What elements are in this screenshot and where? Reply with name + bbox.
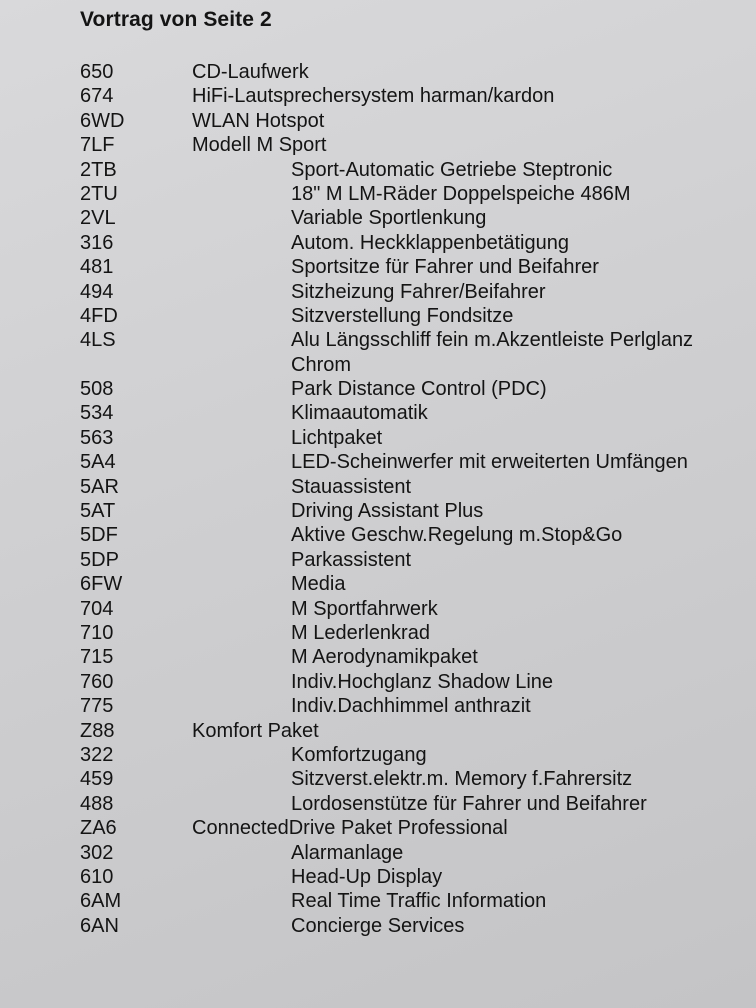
option-description: Lordosenstütze für Fahrer und Beifahrer [291,792,647,815]
equipment-row [0,377,756,401]
option-code: 5A4 [80,451,116,474]
equipment-row [0,231,756,255]
equipment-row [0,182,756,206]
equipment-row [0,109,756,133]
option-description: Alu Längsschliff fein m.Akzentleiste Perlglanz [291,329,694,352]
option-code: ZA6 [80,817,117,840]
option-code: 6FW [80,573,123,596]
option-code: 5DP [80,548,119,571]
equipment-row [0,597,756,621]
option-code: 5AT [80,500,116,523]
option-description: Head-Up Display [291,865,443,888]
equipment-row [0,621,756,645]
equipment-row [0,426,756,450]
option-code: 481 [80,256,114,279]
option-code: 5DF [80,524,118,547]
option-description: Sitzverst.elektr.m. Memory f.Fahrersitz [291,768,633,791]
option-description: Sitzverstellung Fondsitze [291,304,514,327]
option-description: Parkassistent [291,548,412,571]
option-code: 6WD [80,109,125,132]
option-code: 316 [80,231,114,254]
option-code: 4FD [80,304,118,327]
equipment-row [0,694,756,718]
equipment-row [0,767,756,791]
option-description: LED-Scheinwerfer mit erweiterten Umfängen [291,451,688,474]
option-code: 5AR [80,475,119,498]
option-description: Klimaautomatik [291,402,428,425]
option-description: Real Time Traffic Information [291,890,547,913]
equipment-row [0,889,756,913]
option-description: Driving Assistant Plus [291,500,484,523]
option-description: Sportsitze für Fahrer und Beifahrer [291,256,599,279]
equipment-row [0,743,756,767]
option-description: ConnectedDrive Paket Professional [192,817,508,840]
equipment-row [0,328,756,352]
option-description: Concierge Services [291,914,465,937]
equipment-row [0,865,756,889]
option-description: Variable Sportlenkung [291,207,487,230]
equipment-list [0,60,756,938]
equipment-row [0,499,756,523]
equipment-row [0,523,756,547]
option-code: 488 [80,792,114,815]
option-description: Indiv.Dachhimmel anthrazit [291,695,531,718]
option-code: 2TB [80,158,117,181]
option-code: 6AM [80,890,122,913]
option-code: 610 [80,865,114,888]
equipment-row [0,401,756,425]
option-code: 710 [80,621,114,644]
option-description: Sitzheizung Fahrer/Beifahrer [291,280,546,303]
option-description: M Lederlenkrad [291,621,430,644]
equipment-row [0,572,756,596]
option-description: Komfortzugang [291,743,427,766]
option-code: Z88 [80,719,115,742]
equipment-row [0,914,756,938]
equipment-row-continuation [0,353,756,377]
option-description: Sport-Automatic Getriebe Steptronic [291,158,613,181]
option-code: 459 [80,768,114,791]
option-description: Komfort Paket [192,719,319,742]
option-description: M Aerodynamikpaket [291,646,478,669]
option-description: M Sportfahrwerk [291,597,438,620]
option-code: 563 [80,426,114,449]
option-description: Lichtpaket [291,426,383,449]
equipment-row [0,304,756,328]
equipment-row [0,133,756,157]
option-description: Indiv.Hochglanz Shadow Line [291,670,554,693]
option-description: 18" M LM-Räder Doppelspeiche 486M [291,182,631,205]
option-code: 704 [80,597,114,620]
option-description: CD-Laufwerk [192,61,309,83]
equipment-row [0,280,756,304]
option-description: Chrom [291,353,352,376]
option-code: 2VL [80,207,116,230]
option-code: 302 [80,841,114,864]
option-code: 775 [80,695,114,718]
equipment-row [0,475,756,499]
option-code: 674 [80,85,114,108]
equipment-row [0,792,756,816]
option-code: 7LF [80,134,115,157]
equipment-row [0,255,756,279]
option-description: Aktive Geschw.Regelung m.Stop&Go [291,524,623,547]
option-code: 2TU [80,182,118,205]
page-heading: Vortrag von Seite 2 [80,8,272,31]
option-description: HiFi-Lautsprechersystem harman/kardon [192,85,555,108]
equipment-row [0,841,756,865]
option-code: 322 [80,743,114,766]
equipment-row [0,60,756,84]
option-description: Modell M Sport [192,134,327,157]
equipment-row [0,719,756,743]
equipment-row [0,548,756,572]
option-code: 6AN [80,914,119,937]
equipment-row [0,670,756,694]
equipment-row [0,450,756,474]
option-description: Park Distance Control (PDC) [291,378,547,401]
option-code: 650 [80,61,114,83]
option-code: 494 [80,280,114,303]
option-code: 508 [80,378,114,401]
option-description: Autom. Heckklappenbetätigung [291,231,569,254]
option-description: Alarmanlage [291,841,404,864]
equipment-row [0,645,756,669]
equipment-row [0,816,756,840]
equipment-row [0,84,756,108]
option-description: Stauassistent [291,475,412,498]
equipment-row [0,158,756,182]
equipment-row [0,206,756,230]
option-code: 534 [80,402,114,425]
option-description: Media [291,573,346,596]
option-code: 715 [80,646,114,669]
option-description: WLAN Hotspot [192,109,325,132]
option-code: 760 [80,670,114,693]
option-code: 4LS [80,329,116,352]
